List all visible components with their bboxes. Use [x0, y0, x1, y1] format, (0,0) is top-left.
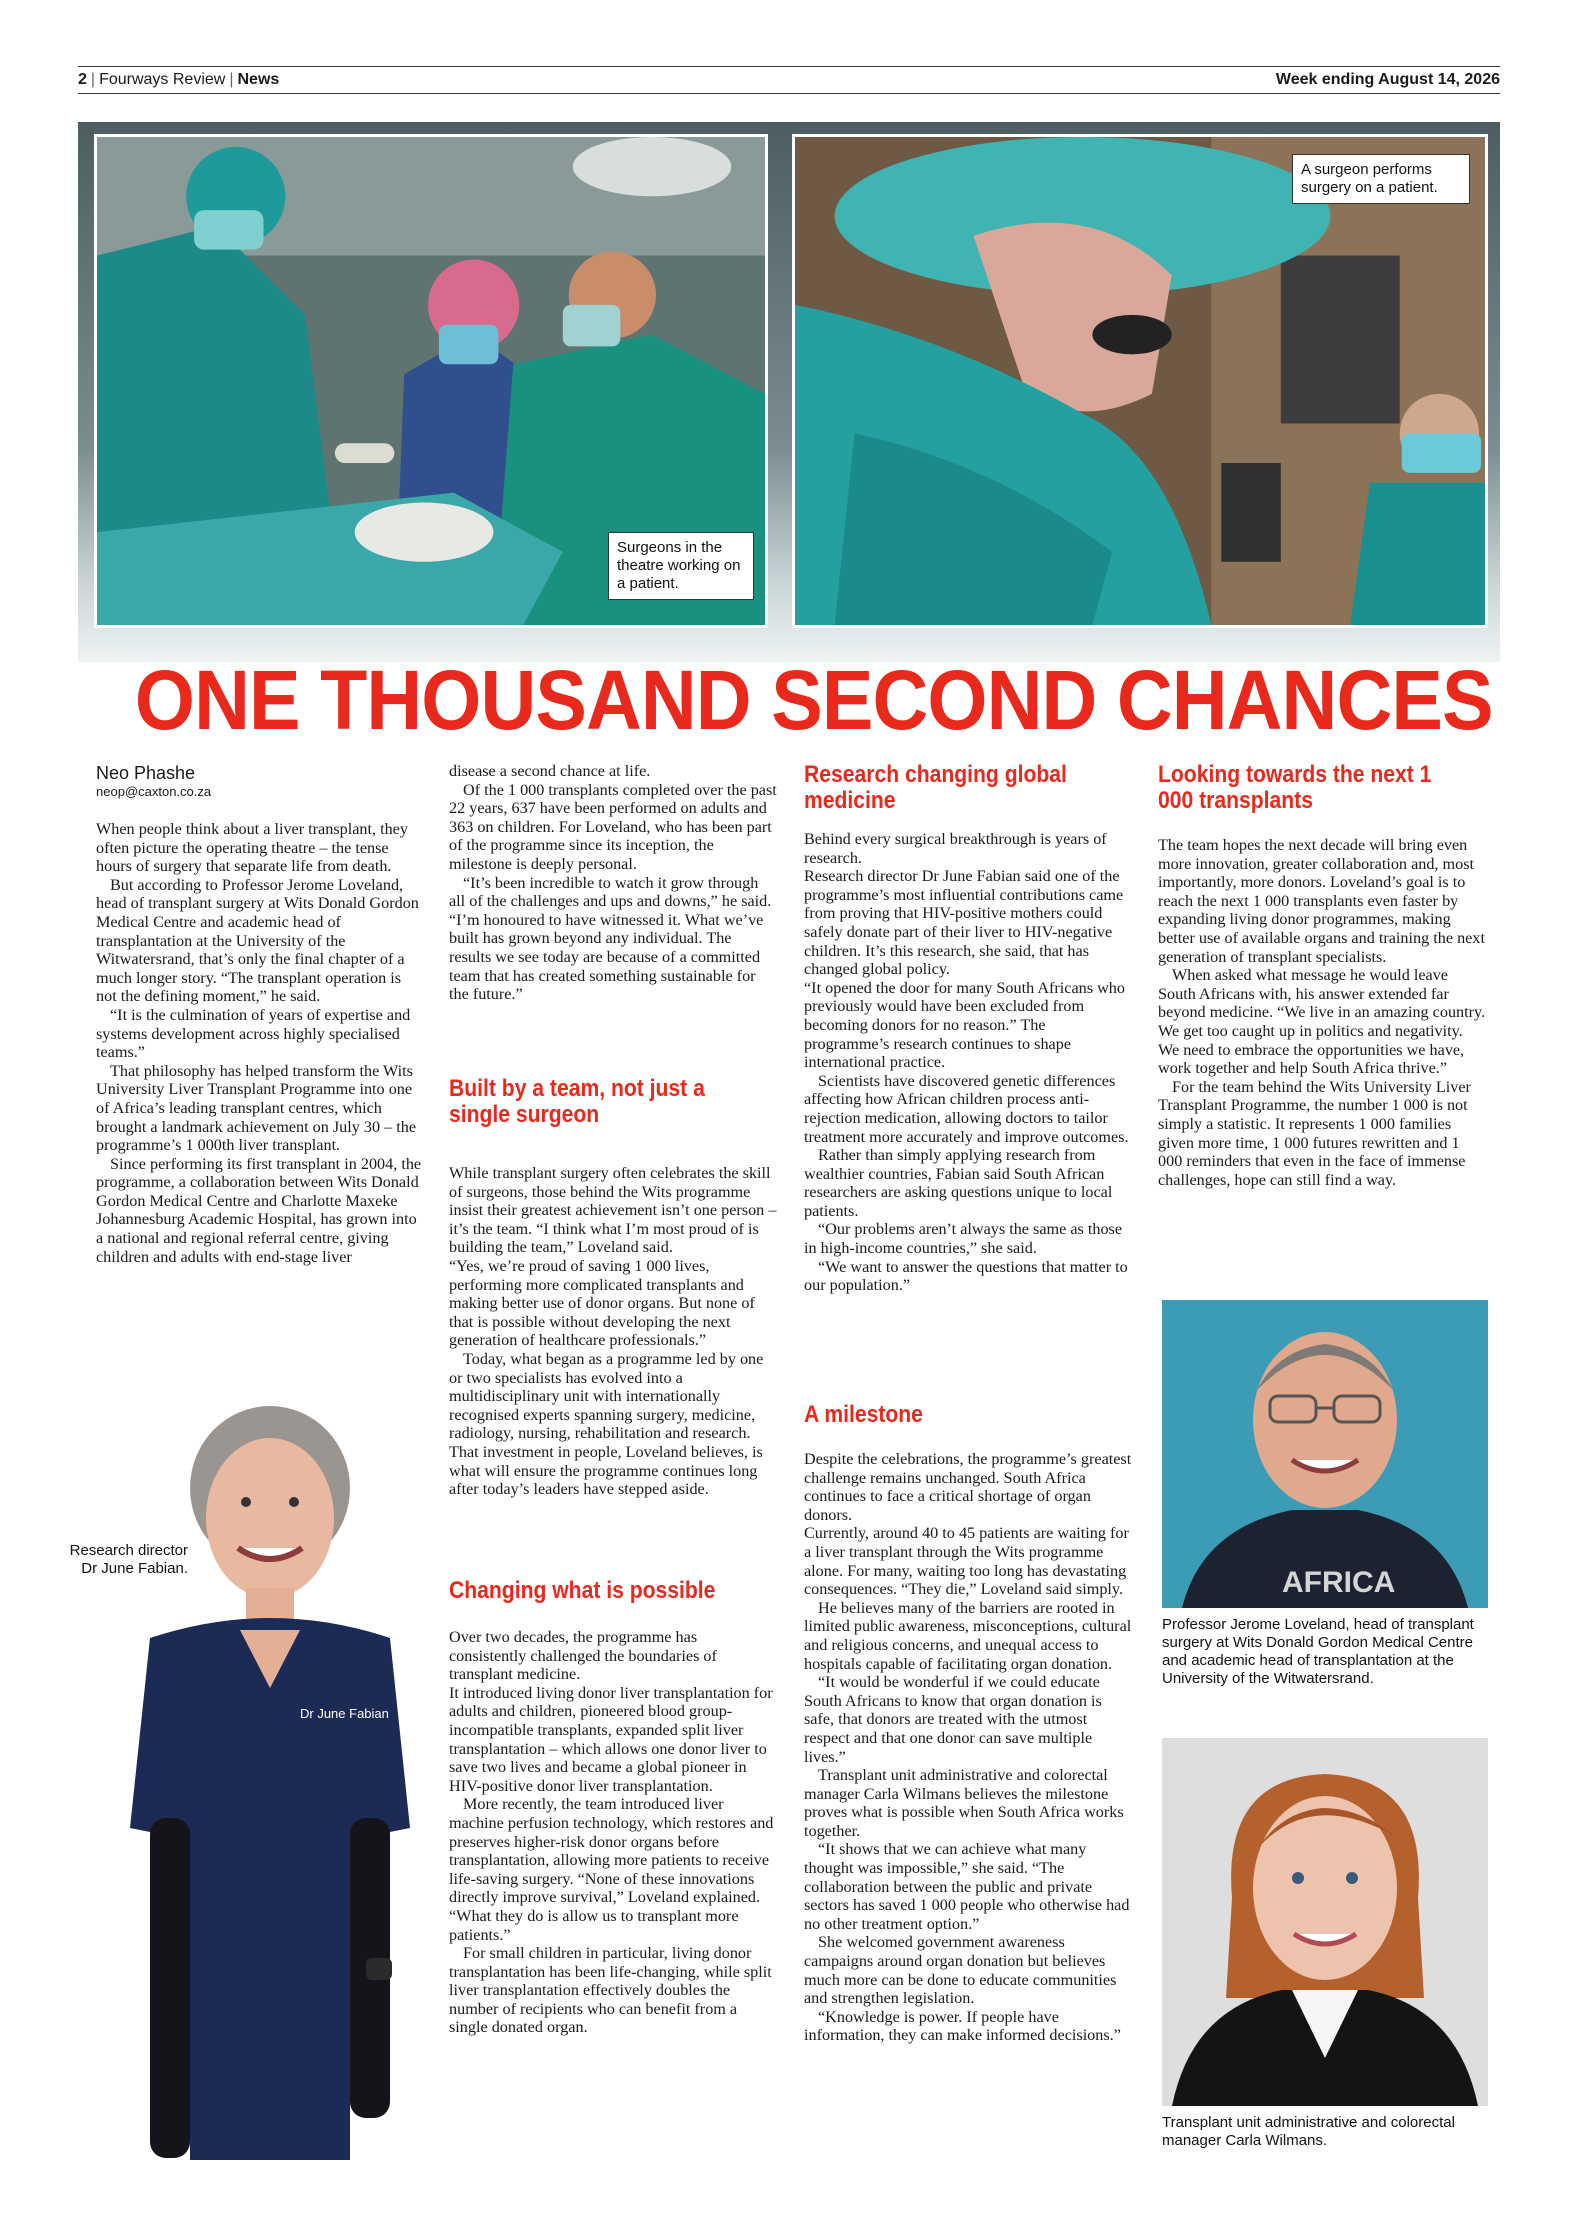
paragraph: “Knowledge is power. If people have information, they can make informed decisions.” — [804, 2007, 1121, 2045]
paragraph: When people think about a liver transplant, they often picture the operating theatre – the tense hours of surgery that separate life from death. — [96, 820, 408, 876]
subhead-built-by-team: Built by a team, not just a single surgeon — [449, 1075, 705, 1128]
paragraph: “Our problems aren’t always the same as those in high-income countries,” she said. — [804, 1220, 1123, 1258]
paragraph: That philosophy has helped transform the Wits University Liver Transplant Programme into one of Africa’s leading transplant centres, which brought a landmark achievement on July 30 – the programme’s 1 000th liver transplant. — [96, 1061, 417, 1155]
paragraph: Currently, around 40 to 45 patients are waiting for a liver transplant through the Wits programme alone. For many, waiting too long has devastating consequences. “They die,” Loveland said simply. — [804, 1524, 1129, 1599]
subhead-changing-possible: Changing what is possible — [449, 1577, 716, 1604]
column-4 — [1158, 836, 1486, 1189]
paragraph: The team hopes the next decade will bring even more innovation, greater collaboration and, most importantly, more donors. Loveland’s goal is to reach the next 1 000 transplants even faster by expanding living donor programmes, making better use of available organs and training the next generation of transplant specialists. — [1158, 836, 1485, 966]
byline-name: Neo Phashe — [96, 763, 196, 783]
paragraph: When asked what message he would leave South Africans with, his answer extended far beyond medicine. “We live in an amazing country. We get too caught up in politics and negativity. We need to embrace the opportunities we have, work together and help South Africa thrive.” — [1158, 966, 1486, 1078]
column-3-section-2 — [804, 1450, 1132, 2045]
column-1 — [96, 820, 424, 1266]
paragraph: Transplant unit administrative and colorectal manager Carla Wilmans believes the milestone proves what is possible when South Africa works together. — [804, 1766, 1124, 1840]
paragraph: Today, what began as a programme led by one or two specialists has evolved into a multidisciplinary unit with internationally recognised experts spanning surgery, medicine, radiology, nursing, rehabilitation and research. That investment in people, Loveland believes, is what will ensure the programme continues long after today’s leaders have stepped aside. — [449, 1349, 764, 1499]
byline — [96, 762, 416, 800]
header-left: 2 | Fourways Review | News — [78, 71, 280, 88]
paragraph: He believes many of the barriers are rooted in limited public awareness, misconceptions, cultural and religious concerns, and unequal access to hospitals capable of facilitating organ donation. — [804, 1598, 1132, 1673]
june-fabian-portrait — [110, 1398, 430, 2160]
paragraph: Scientists have discovered genetic differences affecting how African children process anti-rejection medication, allowing doctors to tailor treatment more accurately and improve outcomes. — [804, 1071, 1129, 1146]
paragraph: Behind every surgical breakthrough is years of research. — [804, 830, 1107, 867]
fabian-caption: Research director Dr June Fabian. — [69, 1542, 188, 1577]
headline: ONE THOUSAND SECOND CHANCES — [134, 653, 1493, 747]
paragraph: Research director Dr June Fabian said one of the programme’s most influential contributions came from proving that HIV-positive mothers could safely donate part of their liver to HIV-negative children. It’s this research, she said, that has changed global policy. — [804, 867, 1124, 979]
byline-email[interactable]: neop@caxton.co.za — [96, 784, 212, 799]
paragraph: For small children in particular, living donor transplantation has been life-changing, while split liver transplantation effectively doubles the number of recipients who can benefit from a single donated organ. — [449, 1944, 772, 2037]
column-2 — [449, 762, 777, 1004]
right-photo-caption: A surgeon performs surgery on a patient. — [1292, 154, 1470, 204]
subhead-looking-forward: Looking towards the next 1 000 transplants — [1158, 761, 1432, 814]
badge-text: Dr June Fabian — [300, 1706, 389, 1721]
paragraph: While transplant surgery often celebrates the skill of surgeons, those behind the Wits programme insist their greatest achievement isn’t one person – it’s the team. “I think what I’m most proud of is building the team,” Loveland said. — [449, 1164, 777, 1257]
shirt-print: AFRICA — [1282, 1566, 1396, 1599]
paragraph: But according to Professor Jerome Loveland, head of transplant surgery at Wits Donald Gordon Medical Centre and academic head of transplantation at the University of the Witwatersrand, that’s only the final chapter of a much longer story. “The transplant operation is not the defining moment,” he said. — [96, 875, 419, 1006]
paragraph: Since performing its first transplant in 2004, the programme, a collaboration between Wits Donald Gordon Medical Centre and Charlotte Maxeke Johannesburg Academic Hospital, has grown into a national and regional referral centre, giving children and adults with end-stage liver — [96, 1154, 422, 1266]
paragraph: disease a second chance at life. — [449, 762, 651, 780]
paragraph: It introduced living donor liver transplantation for adults and children, pioneered blood group-incompatible transplants, expanded split liver transplantation – which allows one donor liver to save two lives and became a global pioneer in HIV-positive donor liver transplantation. — [449, 1683, 773, 1795]
paragraph: Rather than simply applying research from wealthier countries, Fabian said South African researchers are asking questions unique to local patients. — [804, 1146, 1113, 1220]
paragraph: “It is the culmination of years of expertise and systems development across highly specialised teams.” — [96, 1005, 411, 1062]
issue-date: Week ending August 14, 2026 — [1275, 71, 1500, 88]
carla-wilmans-portrait — [1162, 1738, 1488, 2106]
page-header — [78, 66, 1500, 94]
subhead-research: Research changing global medicine — [804, 761, 1067, 814]
paragraph: More recently, the team introduced liver machine perfusion technology, which restores and preserves higher-risk donor organs before transplantation, allowing more patients to receive life-saving surgery. “None of these innovations directly improve survival,” Loveland explained. “What they do is allow us to transplant more patients.” — [449, 1795, 774, 1944]
paragraph: Of the 1 000 transplants completed over the past 22 years, 637 have been performed on adults and 363 on children. For Loveland, who has been part of the programme since its inception, the milestone is deeply personal. — [449, 780, 777, 873]
left-photo-caption: Surgeons in the theatre working on a patient. — [608, 532, 754, 600]
surgeon-operating-photo — [792, 134, 1488, 628]
loveland-caption: Professor Jerome Loveland, head of transplant surgery at Wits Donald Gordon Medical Centre and academic head of transplantation at the University of the Witwatersrand. — [1162, 1616, 1474, 1687]
column-3 — [804, 830, 1132, 1295]
page-number: 2 — [78, 71, 87, 88]
paragraph: Despite the celebrations, the programme’s greatest challenge remains unchanged. South Africa continues to face a critical shortage of organ donors. — [804, 1450, 1132, 1524]
subhead-milestone: A milestone — [804, 1401, 923, 1428]
jerome-loveland-portrait — [1162, 1300, 1488, 1608]
paragraph: For the team behind the Wits University Liver Transplant Programme, the number 1 000 is not simply a statistic. It represents 1 000 families given more time, 1 000 futures rewritten and 1 000 reminders that even in the face of immense challenges, hope can still find a way. — [1158, 1077, 1471, 1189]
column-2-section-3 — [449, 1628, 777, 2037]
column-2-section-2 — [449, 1164, 777, 1499]
wilmans-caption: Transplant unit administrative and colorectal manager Carla Wilmans. — [1162, 2114, 1455, 2149]
paragraph: “It’s been incredible to watch it grow through all of the challenges and ups and downs,” he said. “I’m honoured to have witnessed it. What we’ve built has grown beyond any individual. The results we see today are because of a committed team that has created something sustainable for the future.” — [449, 873, 772, 1004]
paragraph: Over two decades, the programme has consistently challenged the boundaries of transplant medicine. — [449, 1628, 717, 1684]
photo-band — [78, 122, 1500, 662]
paragraph: “It opened the door for many South Africans who previously would have been excluded from becoming donors for no reason.” The programme’s research continues to shape international practice. — [804, 978, 1125, 1072]
paragraph: She welcomed government awareness campaigns around organ donation but believes much more can be done to educate communities and strengthen legislation. — [804, 1933, 1117, 2008]
paragraph: “It shows that we can achieve what many thought was impossible,” she said. “The collaboration between the public and private sectors has saved 1 000 people who otherwise had no other treatment option.” — [804, 1840, 1130, 1933]
paragraph: “We want to answer the questions that matter to our population.” — [804, 1257, 1128, 1295]
paragraph: “Yes, we’re proud of saving 1 000 lives, performing more complicated transplants and making better use of donor organs. But none of that is possible without developing the next generation of healthcare professionals.” — [449, 1256, 755, 1350]
section-name: News — [237, 71, 280, 88]
publication-name: Fourways Review — [99, 71, 226, 88]
paragraph: “It would be wonderful if we could educate South Africans to know that organ donation is safe, that donors are treated with the utmost respect and that one donor can save multiple lives.” — [804, 1673, 1102, 1766]
